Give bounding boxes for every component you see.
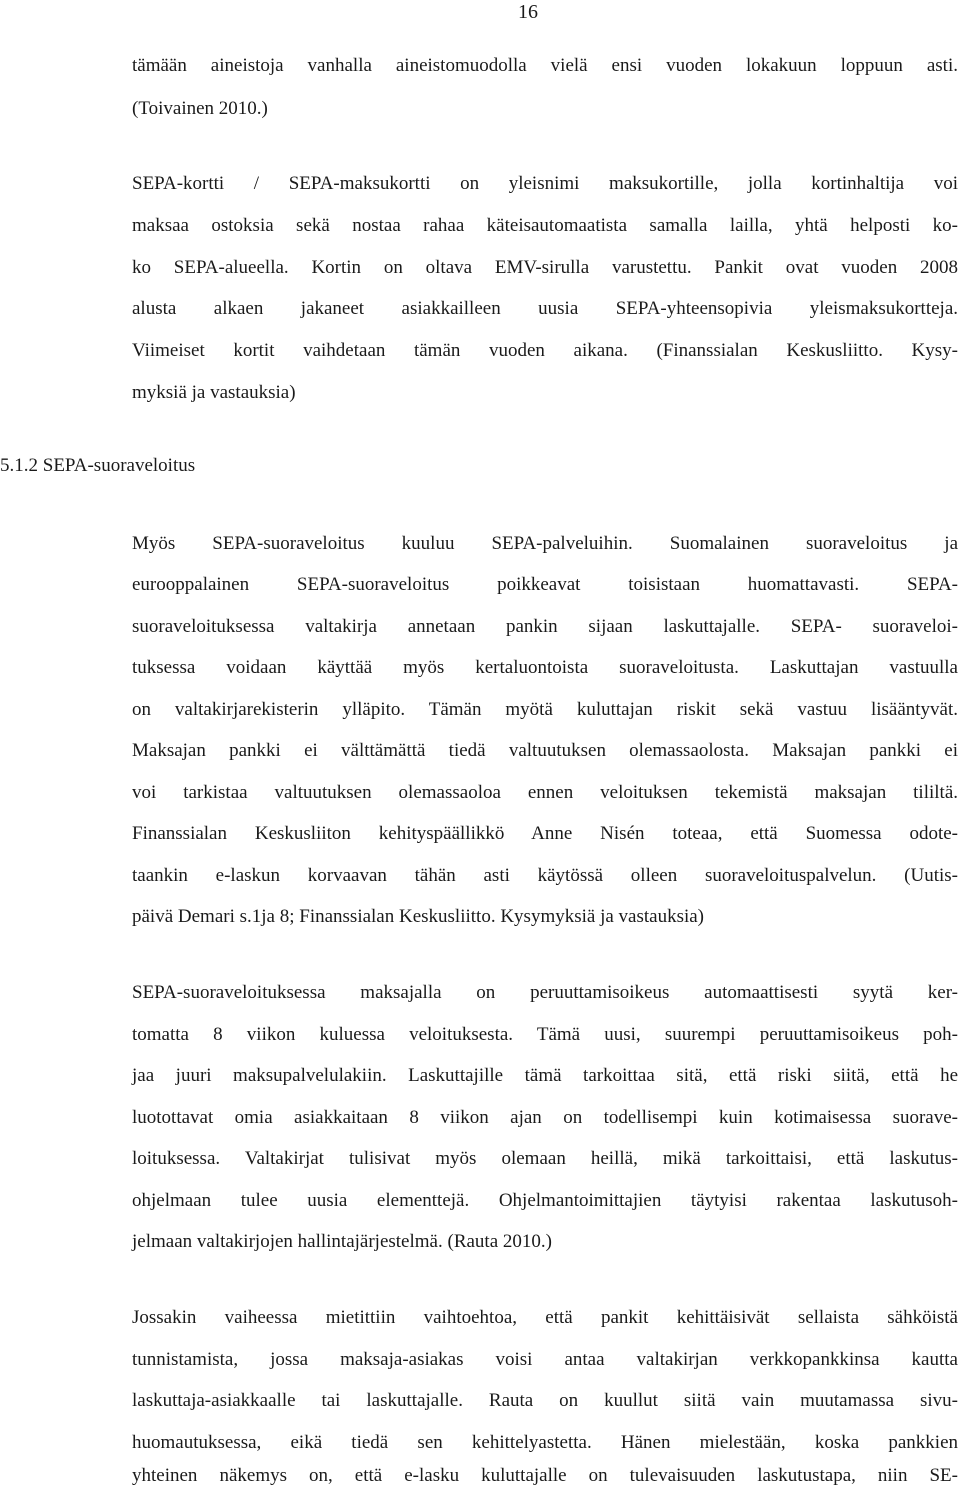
text-line: ohjelmaan tulee uusia elementtejä. Ohjelmantoimittajien täytyisi rakentaa laskutusoh- <box>132 1190 958 1211</box>
text-line: tämään aineistoja vanhalla aineistomuodolla vielä ensi vuoden lokakuun loppuun asti. <box>132 55 958 76</box>
text-line: ko SEPA-alueella. Kortin on oltava EMV-sirulla varustettu. Pankit ovat vuoden 2008 <box>132 257 958 278</box>
text-line: loituksessa. Valtakirjat tulisivat myös olemaan heillä, mikä tarkoittaisi, että laskutus- <box>132 1148 958 1169</box>
text-line: päivä Demari s.1ja 8; Finanssialan Keskusliitto. Kysymyksiä ja vastauksia) <box>132 906 705 927</box>
text-line: SEPA-kortti / SEPA-maksukortti on yleisnimi maksukortille, jolla kortinhaltija voi <box>132 173 958 194</box>
text-line: on valtakirjarekisterin ylläpito. Tämän myötä kuluttajan riskit sekä vastuu lisääntyvät. <box>132 699 958 720</box>
page-number: 16 <box>518 1 538 23</box>
section-heading: 5.1.2 SEPA-suoraveloitus <box>0 455 196 476</box>
text-line: taankin e-laskun korvaavan tähän asti käytössä olleen suoraveloituspalvelun. (Uutis- <box>132 865 958 886</box>
text-line: Finanssialan Keskusliiton kehityspäällikkö Anne Nisén toteaa, että Suomessa odote- <box>132 823 958 844</box>
text-line: alusta alkaen jakaneet asiakkailleen uusia SEPA-yhteensopivia yleismaksukortteja. <box>132 298 958 319</box>
text-line: (Toivainen 2010.) <box>132 98 268 119</box>
text-line: SEPA-suoraveloituksessa maksajalla on peruuttamisoikeus automaattisesti syytä ker- <box>132 982 958 1003</box>
text-line: Jossakin vaiheessa mietittiin vaihtoehtoa, että pankit kehittäisivät sellaista sähköistä <box>132 1307 958 1328</box>
text-line: yhteinen näkemys on, että e-lasku kuluttajalle on tulevaisuuden laskutustapa, niin SE- <box>132 1465 958 1486</box>
text-line: Myös SEPA-suoraveloitus kuuluu SEPA-palveluihin. Suomalainen suoraveloitus ja <box>132 533 958 554</box>
text-line: luotottavat omia asiakkaitaan 8 viikon ajan on todellisempi kuin kotimaisessa suorave- <box>132 1107 958 1128</box>
text-line: maksaa ostoksia sekä nostaa rahaa käteisautomaatista samalla lailla, yhtä helposti ko- <box>132 215 958 236</box>
text-line: tuksessa voidaan käyttää myös kertaluontoista suoraveloitusta. Laskuttajan vastuulla <box>132 657 958 678</box>
text-line: Maksajan pankki ei välttämättä tiedä valtuutuksen olemassaolosta. Maksajan pankki ei <box>132 740 958 761</box>
text-line: jaa juuri maksupalvelulakiin. Laskuttajille tämä tarkoittaa sitä, että riski siitä, että he <box>132 1065 958 1086</box>
text-line: Viimeiset kortit vaihdetaan tämän vuoden aikana. (Finanssialan Keskusliitto. Kysy- <box>132 340 958 361</box>
text-line: voi tarkistaa valtuutuksen olemassaoloa ennen veloituksen tekemistä maksajan tililtä. <box>132 782 958 803</box>
text-line: laskuttaja-asiakkaalle tai laskuttajalle. Rauta on kuullut siitä vain muutamassa sivu- <box>132 1390 958 1411</box>
text-line: eurooppalainen SEPA-suoraveloitus poikkeavat toisistaan huomattavasti. SEPA- <box>132 574 958 595</box>
text-line: suoraveloituksessa valtakirja annetaan pankin sijaan laskuttajalle. SEPA- suoraveloi- <box>132 616 958 637</box>
text-line: tunnistamista, jossa maksaja-asiakas voisi antaa valtakirjan verkkopankkinsa kautta <box>132 1349 958 1370</box>
text-line: tomatta 8 viikon kuluessa veloituksesta. Tämä uusi, suurempi peruuttamisoikeus poh- <box>132 1024 958 1045</box>
text-line: jelmaan valtakirjojen hallintajärjestelmä. (Rauta 2010.) <box>132 1231 552 1252</box>
text-line: myksiä ja vastauksia) <box>132 382 296 403</box>
text-line: huomautuksessa, eikä tiedä sen kehittelyastetta. Hänen mielestään, koska pankkien <box>132 1432 958 1453</box>
